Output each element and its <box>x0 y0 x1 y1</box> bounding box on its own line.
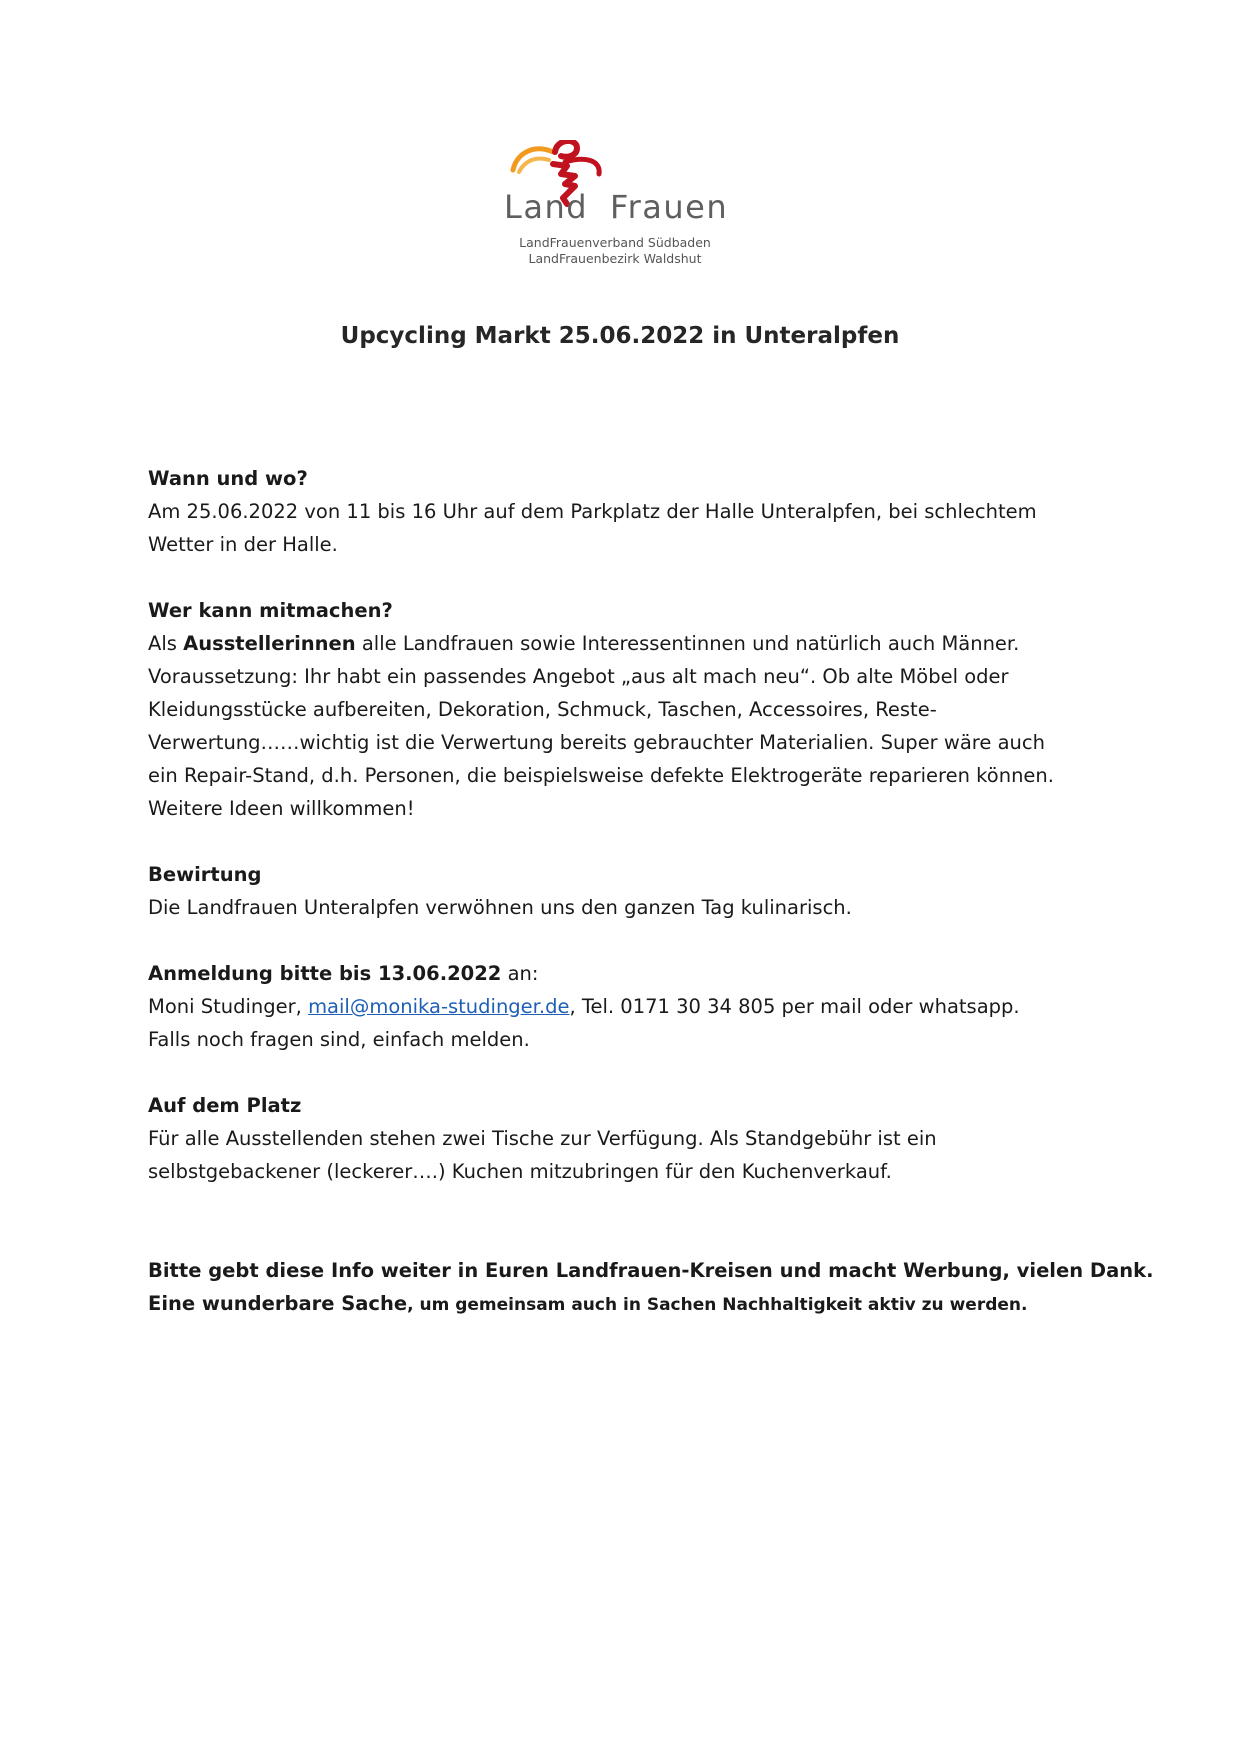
closing-line: Bitte gebt diese Info weiter in Euren Landfrauen-Kreisen und macht Werbung, vielen Dank. <box>148 1259 1154 1282</box>
section-heading: Wer kann mitmachen? <box>148 599 393 622</box>
paragraph-line: Weitere Ideen willkommen! <box>148 797 415 820</box>
paragraph-line: Kleidungsstücke aufbereiten, Dekoration, Schmuck, Taschen, Accessoires, Reste- <box>148 698 937 721</box>
text-fragment: Als <box>148 632 184 655</box>
landfrauen-logo <box>495 140 755 270</box>
text-fragment: Moni Studinger, <box>148 995 309 1018</box>
closing-line <box>148 1287 1108 1322</box>
logo-subtitle-bezirk: LandFrauenbezirk Waldshut <box>528 251 702 266</box>
section-heading: Auf dem Platz <box>148 1094 302 1117</box>
text-fragment: , um gemeinsam auch in Sachen Nachhaltigkeit aktiv zu werden. <box>407 1295 1028 1315</box>
paragraph-line: Falls noch fragen sind, einfach melden. <box>148 1028 530 1051</box>
bold-term-ausstellerinnen: Ausstellerinnen <box>183 632 356 655</box>
paragraph-line <box>148 990 1108 1023</box>
section-wann-und-wo <box>148 462 1108 561</box>
logo-word-frauen: Frauen <box>610 188 729 226</box>
text-fragment: an: <box>501 962 539 985</box>
text-fragment: , Tel. 0171 30 34 805 per mail oder whatsapp. <box>569 995 1020 1018</box>
document-body <box>148 462 1154 1322</box>
logo-subtitle-verband: LandFrauenverband Südbaden <box>519 235 711 250</box>
section-anmeldung <box>148 957 1108 1056</box>
paragraph-line: Verwertung……wichtig ist die Verwertung bereits gebrauchter Materialien. Super wäre auch <box>148 731 1045 754</box>
paragraph-line <box>148 627 1108 660</box>
section-heading: Bewirtung <box>148 863 262 886</box>
logo-word-land: Land <box>504 188 589 226</box>
text-fragment: Eine wunderbare Sache <box>148 1292 408 1315</box>
section-heading <box>148 957 1108 990</box>
heading-bold-part: Anmeldung bitte bis 13.06.2022 <box>148 962 502 985</box>
paragraph-line: Voraussetzung: Ihr habt ein passendes Angebot „aus alt mach neu“. Ob alte Möbel oder <box>148 665 1009 688</box>
email-link[interactable]: mail@monika-studinger.de <box>308 995 570 1018</box>
section-bewirtung <box>148 858 1108 924</box>
paragraph-line: Wetter in der Halle. <box>148 533 338 556</box>
section-auf-dem-platz <box>148 1089 1108 1188</box>
section-heading: Wann und wo? <box>148 467 308 490</box>
section-wer-kann-mitmachen <box>148 594 1108 825</box>
paragraph-line: Für alle Ausstellenden stehen zwei Tische zur Verfügung. Als Standgebühr ist ein <box>148 1127 937 1150</box>
paragraph-line: Am 25.06.2022 von 11 bis 16 Uhr auf dem Parkplatz der Halle Unteralpfen, bei schlechtem <box>148 500 1037 523</box>
paragraph-line: Die Landfrauen Unteralpfen verwöhnen uns den ganzen Tag kulinarisch. <box>148 896 852 919</box>
text-fragment: alle Landfrauen sowie Interessentinnen und natürlich auch Männer. <box>355 632 1020 655</box>
paragraph-line: selbstgebackener (leckerer….) Kuchen mitzubringen für den Kuchenverkauf. <box>148 1160 892 1183</box>
page-title: Upcycling Markt 25.06.2022 in Unteralpfen <box>340 323 900 349</box>
paragraph-line: ein Repair-Stand, d.h. Personen, die beispielsweise defekte Elektrogeräte reparieren können. <box>148 764 1054 787</box>
closing-note <box>148 1254 1154 1322</box>
